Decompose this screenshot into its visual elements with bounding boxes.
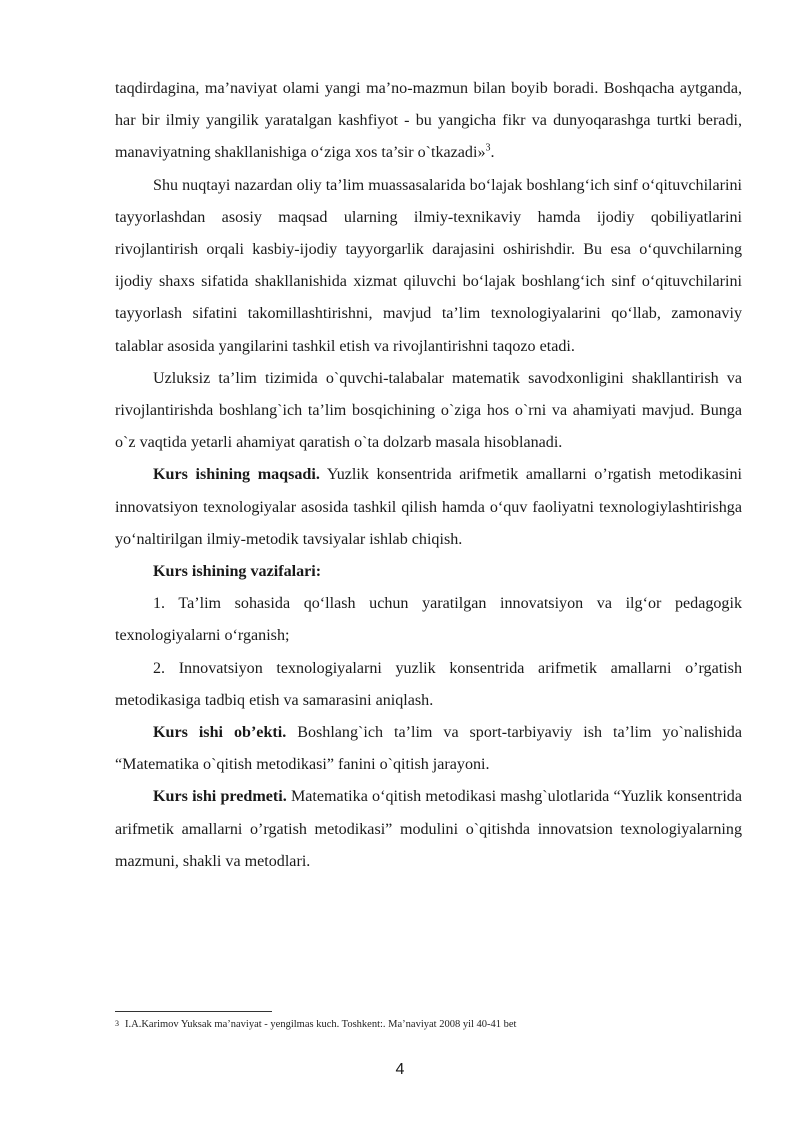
task-item-2: 2. Innovatsiyon texnologiyalarni yuzlik konsentrida arifmetik amallarni o’rgatish metodikasiga tadbiq etish va samarasini aniqlash. bbox=[115, 659, 742, 709]
paragraph-course-goal bbox=[115, 459, 742, 556]
paragraph-purpose-context: Shu nuqtayi nazardan oliy ta’lim muassasalarida bo‘lajak boshlang‘ich sinf o‘qituvchilarini tayyorlashdan asosiy maqsad ularning ilmiy-texnikaviy hamda ijodiy qobiliyatlarini rivojlantirish orqali kasbiy-ijodiy tayyorgarlik darajasini oshirishdir. Bu esa o‘quvchilarning ijodiy shaxs sifatida shakllanishida xizmat qiluvchi bo‘lajak boshlang‘ich sinf o‘qituvchilarini tayyorlash sifatini takomillashtirishni, mavjud ta’lim texnologiyalarini qo‘llab, zamonaviy talablar asosida yangilarini tashkil etish va rivojlantirishni taqozo etadi. bbox=[115, 176, 742, 355]
task-item-1: 1. Ta’lim sohasida qo‘llash uchun yaratilgan innovatsiyon va ilg‘or pedagogik texnologiyalarni o‘rganish; bbox=[115, 595, 742, 645]
course-object-text: Boshlang`ich ta’lim va sport-tarbiyaviy ish ta’lim yo`nalishida “Matematika o`qitish metodikasi” fanini o`qitish jarayoni. bbox=[115, 724, 742, 774]
footnote bbox=[115, 1018, 755, 1032]
course-goal-text: Yuzlik konsentrida arifmetik amallarni o’rgatish metodikasini innovatsiyon texnologiyalar asosida tashkil qilish hamda o‘quv faoliyatni texnologiylashtirishga yo‘naltirilgan ilmiy-metodik tavsiyalar ishlab chiqish. bbox=[115, 466, 742, 548]
course-tasks-heading bbox=[115, 556, 742, 588]
paragraph-course-subject bbox=[115, 781, 742, 878]
footnote-reference[interactable]: 3 bbox=[485, 143, 491, 155]
paragraph-text: taqdirdagina, ma’naviyat olami yangi ma’no-mazmun bilan boyib boradi. Boshqacha aytganda, har bir ilmiy yangilik yaratalgan kashfiyot - bu yangicha fikr va dunyoqarashga turtki beradi, manaviyatning shakllanishiga o‘ziga xos ta’sir o`tkazadi» bbox=[115, 80, 742, 162]
course-tasks-heading-text: Kurs ishining vazifalari: bbox=[153, 563, 322, 581]
course-object-heading: Kurs ishi ob’ekti. bbox=[153, 724, 287, 742]
paragraph-course-object bbox=[115, 717, 742, 781]
paragraph-continuation bbox=[115, 73, 742, 170]
page-body bbox=[115, 73, 742, 878]
page-number: 4 bbox=[395, 1061, 405, 1078]
course-subject-text: Matematika o‘qitish metodikasi mashg`ulotlarida “Yuzlik konsentrida arifmetik amallarni o’rgatish metodikasi” modulini o`qitishda innovatsion texnologiyalarning mazmuni, shakli va metodlari. bbox=[115, 788, 742, 870]
paragraph-continuous-education: Uzluksiz ta’lim tizimida o`quvchi-talabalar matematik savodxonligini shakllantirish va rivojlantirishda boshlang`ich ta’lim bosqichining o`ziga hos o`rni va ahamiyati mavjud. Bunga o`z vaqtida yetarli ahamiyat qaratish o`ta dolzarb masala hisoblanadi. bbox=[115, 369, 742, 452]
course-subject-heading: Kurs ishi predmeti. bbox=[153, 788, 287, 806]
footnote-separator bbox=[115, 1011, 272, 1012]
footnote-number: 3 bbox=[115, 1019, 119, 1028]
paragraph-end-punctuation: . bbox=[490, 144, 495, 162]
course-goal-heading: Kurs ishining maqsadi. bbox=[153, 466, 320, 484]
footnote-text: I.A.Karimov Yuksak ma’naviyat - yengilmas kuch. Toshkent:. Ma’naviyat 2008 yil 40-41 bet bbox=[125, 1019, 517, 1030]
